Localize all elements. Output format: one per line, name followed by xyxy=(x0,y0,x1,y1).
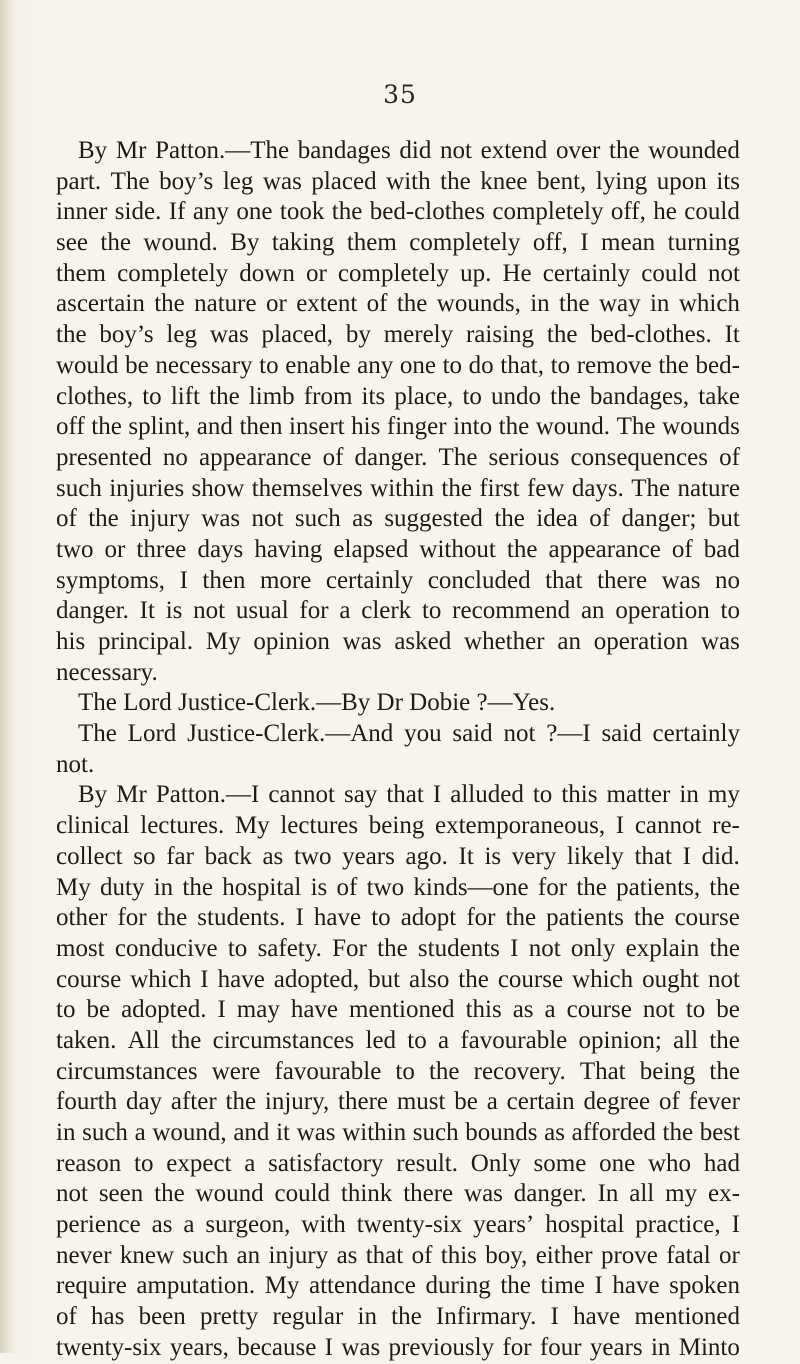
text-line: of has been pretty regular in the Infirmary. I have mentioned xyxy=(56,1303,740,1331)
text-line: presented no appearance of danger. The serious consequences of xyxy=(56,443,740,471)
text-line: see the wound. By taking them completely off, I mean turning xyxy=(56,229,740,257)
text-line: reason to expect a satisfactory result. Only some one who had xyxy=(56,1149,740,1177)
text-line: clothes, to lift the limb from its place, to undo the bandages, take xyxy=(56,382,740,410)
text-line: such injuries show themselves within the first few days. The nature xyxy=(56,474,740,502)
text-line: collect so far back as two years ago. It is very likely that I did. xyxy=(56,842,740,870)
text-line: off the splint, and then insert his finger into the wound. The wounds xyxy=(56,413,740,441)
text-line: them completely down or completely up. He certainly could not xyxy=(56,259,740,287)
text-line: would be necessary to enable any one to do that, to remove the bed- xyxy=(56,351,740,379)
text-line: not. xyxy=(56,750,95,778)
text-line: My duty in the hospital is of two kinds—one for the patients, the xyxy=(56,873,740,901)
text-line: to be adopted. I may have mentioned this as a course not to be xyxy=(56,996,740,1024)
text-line: necessary. xyxy=(56,658,158,686)
text-line: of the injury was not such as suggested the idea of danger; but xyxy=(56,505,740,533)
text-line: taken. All the circumstances led to a favourable opinion; all the xyxy=(56,1026,740,1054)
text-line: By Mr Patton.—I cannot say that I alluded to this matter in my xyxy=(78,781,740,809)
page-binding-edge xyxy=(0,0,16,1353)
text-line: most conducive to safety. For the students I not only explain the xyxy=(56,934,740,962)
text-line: the boy’s leg was placed, by merely raising the bed-clothes. It xyxy=(56,321,740,349)
page-number: 35 xyxy=(383,80,417,109)
text-line: clinical lectures. My lectures being extemporaneous, I cannot re- xyxy=(56,812,740,840)
text-line: The Lord Justice-Clerk.—And you said not ?—I said certainly xyxy=(78,720,740,748)
text-line: not seen the wound could think there was danger. In all my ex- xyxy=(56,1180,740,1208)
text-line: twenty-six years, because I was previously for four years in Minto xyxy=(56,1333,740,1361)
testimony-text xyxy=(56,136,740,1364)
text-line: other for the students. I have to adopt for the patients the course xyxy=(56,904,740,932)
text-line: in such a wound, and it was within such bounds as afforded the best xyxy=(56,1119,740,1146)
text-line: danger. It is not usual for a clerk to recommend an operation to xyxy=(56,597,740,625)
text-line: two or three days having elapsed without the appearance of bad xyxy=(56,535,740,563)
text-line: never knew such an injury as that of this boy, either prove fatal or xyxy=(56,1241,740,1269)
text-line: fourth day after the injury, there must be a certain degree of fever xyxy=(56,1088,740,1116)
text-line: perience as a surgeon, with twenty-six years’ hospital practice, I xyxy=(56,1211,740,1239)
text-line: his principal. My opinion was asked whether an operation was xyxy=(56,628,740,655)
text-line: require amputation. My attendance during the time I have spoken xyxy=(56,1272,740,1300)
text-line: part. The boy’s leg was placed with the knee bent, lying upon its xyxy=(56,167,740,195)
text-line: By Mr Patton.—The bandages did not extend over the wounded xyxy=(78,137,740,164)
text-line: The Lord Justice-Clerk.—By Dr Dobie ?—Yes. xyxy=(78,689,556,717)
text-line: symptoms, I then more certainly concluded that there was no xyxy=(56,566,740,594)
text-line: ascertain the nature or extent of the wounds, in the way in which xyxy=(56,290,740,318)
text-line: circumstances were favourable to the recovery. That being the xyxy=(56,1057,740,1085)
text-line: course which I have adopted, but also the course which ought not xyxy=(56,965,740,993)
text-line: inner side. If any one took the bed-clothes completely off, he could xyxy=(56,198,740,226)
